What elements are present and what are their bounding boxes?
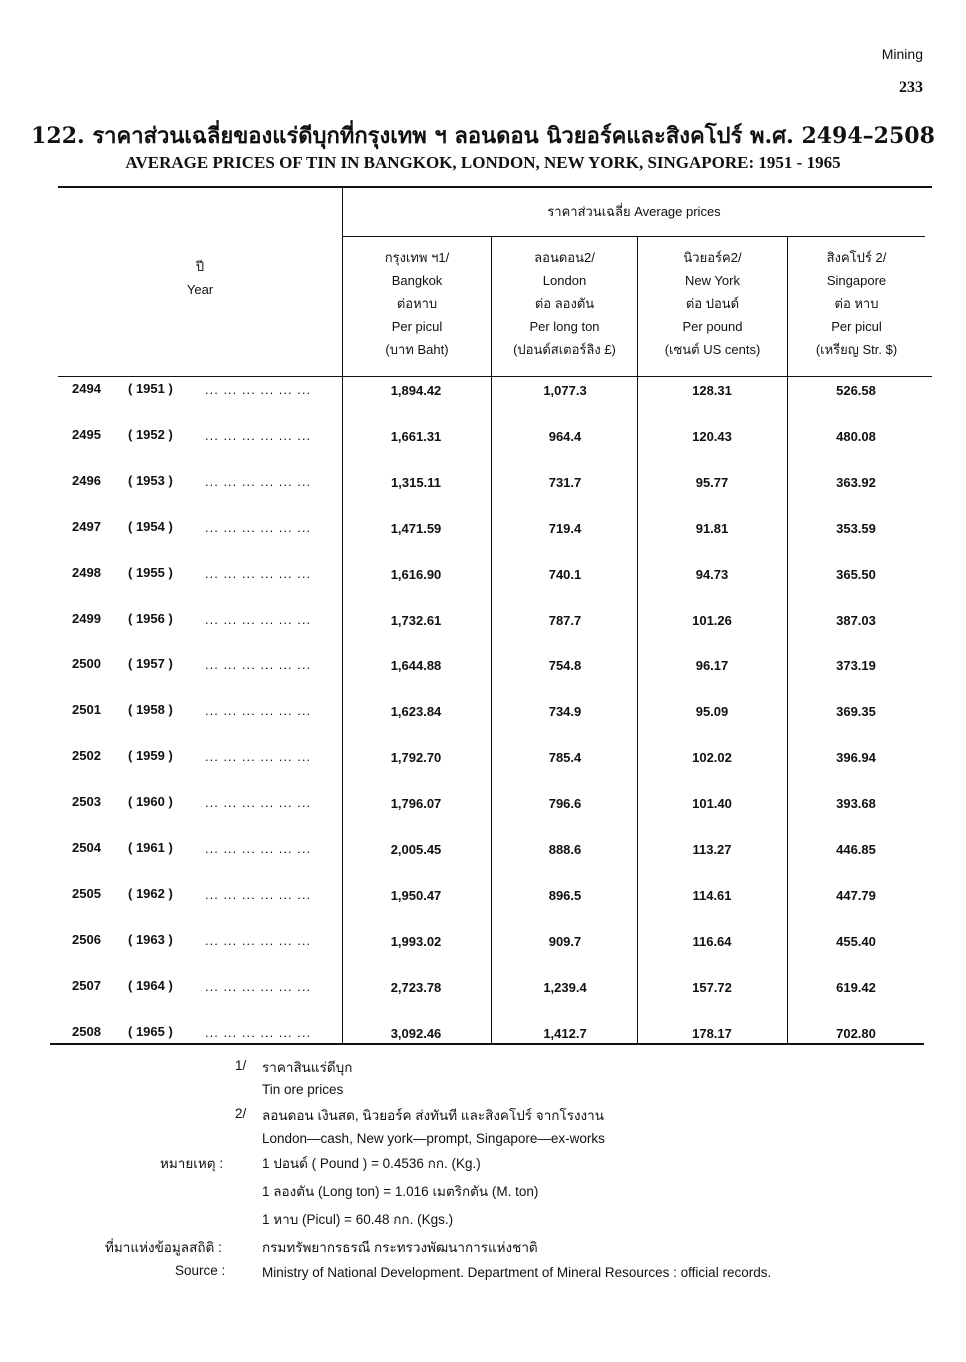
year-english: ( 1965 ): [128, 1024, 173, 1039]
remarks-label: หมายเหตุ :: [160, 1156, 224, 1171]
remark-pound: 1 ปอนด์ ( Pound ) = 0.4536 กก. (Kg.): [262, 1156, 481, 1171]
year-thai: 2503: [72, 794, 101, 809]
source-label-thai: ที่มาแห่งข้อมูลสถิติ :: [105, 1240, 222, 1255]
footnote-2-mark: 2/: [235, 1106, 247, 1121]
table-cell-value: 2,005.45: [390, 842, 442, 857]
table-cell-value: 480.08: [836, 429, 876, 444]
table-cell-value: 157.72: [692, 980, 732, 995]
table-cell-value: 785.4: [548, 750, 582, 765]
table-cell-value: 95.77: [695, 475, 729, 490]
table-cell-value: 702.80: [836, 1026, 876, 1041]
year-english: ( 1954 ): [128, 519, 173, 534]
table-cell-value: 363.92: [836, 475, 876, 490]
table-cell-value: 96.17: [695, 658, 729, 673]
remark-picul: 1 หาบ (Picul) = 60.48 กก. (Kgs.): [262, 1212, 454, 1227]
header-line: Per picul: [831, 319, 882, 334]
table-cell-value: 95.09: [695, 704, 729, 719]
header-line: ต่อ ลองตัน: [534, 296, 595, 311]
table-cell-value: 888.6: [548, 842, 582, 857]
year-thai: 2496: [72, 473, 101, 488]
year-english: ( 1958 ): [128, 702, 173, 717]
year-thai: 2501: [72, 702, 101, 717]
table-cell-value: 91.81: [695, 521, 729, 536]
leader-dots: ... ... ... ... ... ...: [205, 566, 312, 581]
table-cell-value: 526.58: [836, 383, 876, 398]
table-top-rule: [58, 186, 932, 188]
table-cell-value: 1,644.88: [390, 658, 442, 673]
column-header-singapore: [788, 246, 925, 361]
table-cell-value: 120.43: [692, 429, 732, 444]
table-cell-value: 114.61: [692, 888, 732, 903]
remark-long-ton: 1 ลองตัน (Long ton) = 1.016 เมตริกตัน (M. ton): [262, 1184, 539, 1199]
section-name: Mining: [881, 46, 923, 62]
group-header: ราคาส่วนเฉลี่ย Average prices: [547, 204, 721, 219]
year-english: ( 1961 ): [128, 840, 173, 855]
footnote-1-mark: 1/: [235, 1058, 247, 1073]
leader-dots: ... ... ... ... ... ...: [205, 841, 312, 856]
leader-dots: ... ... ... ... ... ...: [205, 1025, 312, 1040]
leader-dots: ... ... ... ... ... ...: [205, 474, 312, 489]
header-line: Per long ton: [529, 319, 600, 334]
table-cell-value: 3,092.46: [390, 1026, 442, 1041]
table-cell-value: 101.40: [692, 796, 732, 811]
header-line: (บาท Baht): [385, 342, 449, 357]
footnote-1-english: Tin ore prices: [262, 1082, 344, 1097]
table-cell-value: 113.27: [692, 842, 732, 857]
footnote-2-english: London—cash, New york—prompt, Singapore—ex-works: [262, 1131, 605, 1146]
header-line: Singapore: [826, 273, 887, 288]
year-english: ( 1959 ): [128, 748, 173, 763]
table-cell-value: 178.17: [692, 1026, 732, 1041]
year-thai: 2508: [72, 1024, 101, 1039]
year-thai: 2499: [72, 611, 101, 626]
table-cell-value: 101.26: [692, 613, 732, 628]
table-cell-value: 369.35: [836, 704, 876, 719]
year-thai: 2498: [72, 565, 101, 580]
year-thai: 2494: [72, 381, 101, 396]
table-cell-value: 1,661.31: [390, 429, 442, 444]
source-english: Ministry of National Development. Department of Mineral Resources : official records.: [262, 1265, 772, 1280]
header-line: ต่อหาบ: [396, 296, 438, 311]
table-cell-value: 1,792.70: [390, 750, 442, 765]
year-english: ( 1955 ): [128, 565, 173, 580]
header-line: ต่อ ปอนด์: [685, 296, 740, 311]
table-cell-value: 94.73: [695, 567, 729, 582]
table-cell-value: 393.68: [836, 796, 876, 811]
year-english: ( 1956 ): [128, 611, 173, 626]
table-cell-value: 896.5: [548, 888, 582, 903]
year-thai: 2504: [72, 840, 101, 855]
table-cell-value: 1,077.3: [543, 383, 587, 398]
year-english: ( 1951 ): [128, 381, 173, 396]
year-english: ( 1962 ): [128, 886, 173, 901]
year-thai: 2495: [72, 427, 101, 442]
table-cell-value: 740.1: [548, 567, 582, 582]
table-cell-value: 373.19: [836, 658, 876, 673]
table-cell-value: 787.7: [548, 613, 582, 628]
leader-dots: ... ... ... ... ... ...: [205, 612, 312, 627]
year-english: ( 1957 ): [128, 656, 173, 671]
source-label-english: Source :: [175, 1263, 226, 1278]
header-line: (ปอนด์สเตอร์ลิง £): [513, 342, 616, 357]
header-line: Per pound: [682, 319, 743, 334]
page-number: 233: [899, 79, 923, 96]
column-header-new-york: [638, 246, 787, 361]
year-thai: 2506: [72, 932, 101, 947]
table-cell-value: 731.7: [548, 475, 582, 490]
table-title-thai: 122. ราคาส่วนเฉลี่ยของแร่ดีบุกที่กรุงเทพ ฯ ลอนดอน นิวยอร์คและสิงคโปร์ พ.ศ. 2494–2508: [31, 123, 935, 149]
table-cell-value: 1,732.61: [390, 613, 442, 628]
header-line: (เซนต์ US cents): [664, 342, 761, 357]
header-line: ลอนดอน2/: [534, 250, 595, 265]
table-cell-value: 2,723.78: [390, 980, 442, 995]
table-cell-value: 1,950.47: [390, 888, 442, 903]
table-cell-value: 455.40: [836, 934, 876, 949]
year-header: [58, 255, 342, 301]
table-cell-value: 102.02: [692, 750, 732, 765]
group-header-rule: [343, 236, 925, 237]
header-line: (เหรียญ Str. $): [815, 342, 898, 357]
column-header-london: [492, 246, 637, 361]
year-thai: 2497: [72, 519, 101, 534]
header-line: New York: [685, 273, 740, 288]
table-cell-value: 1,623.84: [390, 704, 442, 719]
year-english: ( 1963 ): [128, 932, 173, 947]
table-cell-value: 796.6: [548, 796, 582, 811]
leader-dots: ... ... ... ... ... ...: [205, 749, 312, 764]
year-header-english: Year: [186, 282, 214, 297]
year-thai: 2505: [72, 886, 101, 901]
leader-dots: ... ... ... ... ... ...: [205, 979, 312, 994]
table-cell-value: 387.03: [836, 613, 876, 628]
table-title-english: AVERAGE PRICES OF TIN IN BANGKOK, LONDON, NEW YORK, SINGAPORE: 1951 - 1965: [125, 153, 841, 172]
year-english: ( 1964 ): [128, 978, 173, 993]
header-line: สิงคโปร์ 2/: [826, 250, 887, 265]
table-cell-value: 446.85: [836, 842, 876, 857]
table-cell-value: 754.8: [548, 658, 582, 673]
year-english: ( 1953 ): [128, 473, 173, 488]
table-cell-value: 1,412.7: [543, 1026, 587, 1041]
footnote-1-thai: ราคาสินแร่ดีบุก: [262, 1060, 353, 1075]
header-line: Bangkok: [391, 273, 443, 288]
year-english: ( 1960 ): [128, 794, 173, 809]
header-line: London: [542, 273, 587, 288]
leader-dots: ... ... ... ... ... ...: [205, 428, 312, 443]
header-line: กรุงเทพ ฯ1/: [384, 250, 450, 265]
table-cell-value: 964.4: [548, 429, 582, 444]
leader-dots: ... ... ... ... ... ...: [205, 657, 312, 672]
table-cell-value: 1,894.42: [390, 383, 442, 398]
header-line: นิวยอร์ค2/: [683, 250, 742, 265]
table-cell-value: 1,796.07: [390, 796, 442, 811]
table-cell-value: 128.31: [692, 383, 732, 398]
table-cell-value: 353.59: [836, 521, 876, 536]
table-cell-value: 365.50: [836, 567, 876, 582]
header-bottom-rule: [58, 376, 932, 377]
header-line: Per picul: [391, 319, 443, 334]
table-cell-value: 447.79: [836, 888, 876, 903]
leader-dots: ... ... ... ... ... ...: [205, 382, 312, 397]
year-english: ( 1952 ): [128, 427, 173, 442]
leader-dots: ... ... ... ... ... ...: [205, 933, 312, 948]
table-cell-value: 1,993.02: [390, 934, 442, 949]
table-cell-value: 116.64: [692, 934, 732, 949]
table-cell-value: 909.7: [548, 934, 582, 949]
table-cell-value: 734.9: [548, 704, 582, 719]
table-cell-value: 396.94: [836, 750, 876, 765]
source-thai: กรมทรัพยากรธรณี กระทรวงพัฒนาการแห่งชาติ: [262, 1240, 538, 1255]
table-cell-value: 619.42: [836, 980, 876, 995]
leader-dots: ... ... ... ... ... ...: [205, 887, 312, 902]
table-cell-value: 1,471.59: [390, 521, 442, 536]
year-thai: 2500: [72, 656, 101, 671]
year-thai: 2502: [72, 748, 101, 763]
year-header-thai: ปี: [195, 259, 205, 274]
footnote-2-thai: ลอนดอน เงินสด, นิวยอร์ค ส่งทันที และสิงคโปร์ จากโรงงาน: [262, 1108, 604, 1123]
table-cell-value: 1,616.90: [390, 567, 442, 582]
table-bottom-rule: [50, 1043, 924, 1045]
leader-dots: ... ... ... ... ... ...: [205, 703, 312, 718]
table-cell-value: 1,315.11: [391, 475, 441, 490]
leader-dots: ... ... ... ... ... ...: [205, 795, 312, 810]
year-thai: 2507: [72, 978, 101, 993]
header-line: ต่อ หาบ: [834, 296, 879, 311]
table-cell-value: 1,239.4: [543, 980, 587, 995]
column-header-bangkok: [343, 246, 491, 361]
table-cell-value: 719.4: [548, 521, 582, 536]
leader-dots: ... ... ... ... ... ...: [205, 520, 312, 535]
